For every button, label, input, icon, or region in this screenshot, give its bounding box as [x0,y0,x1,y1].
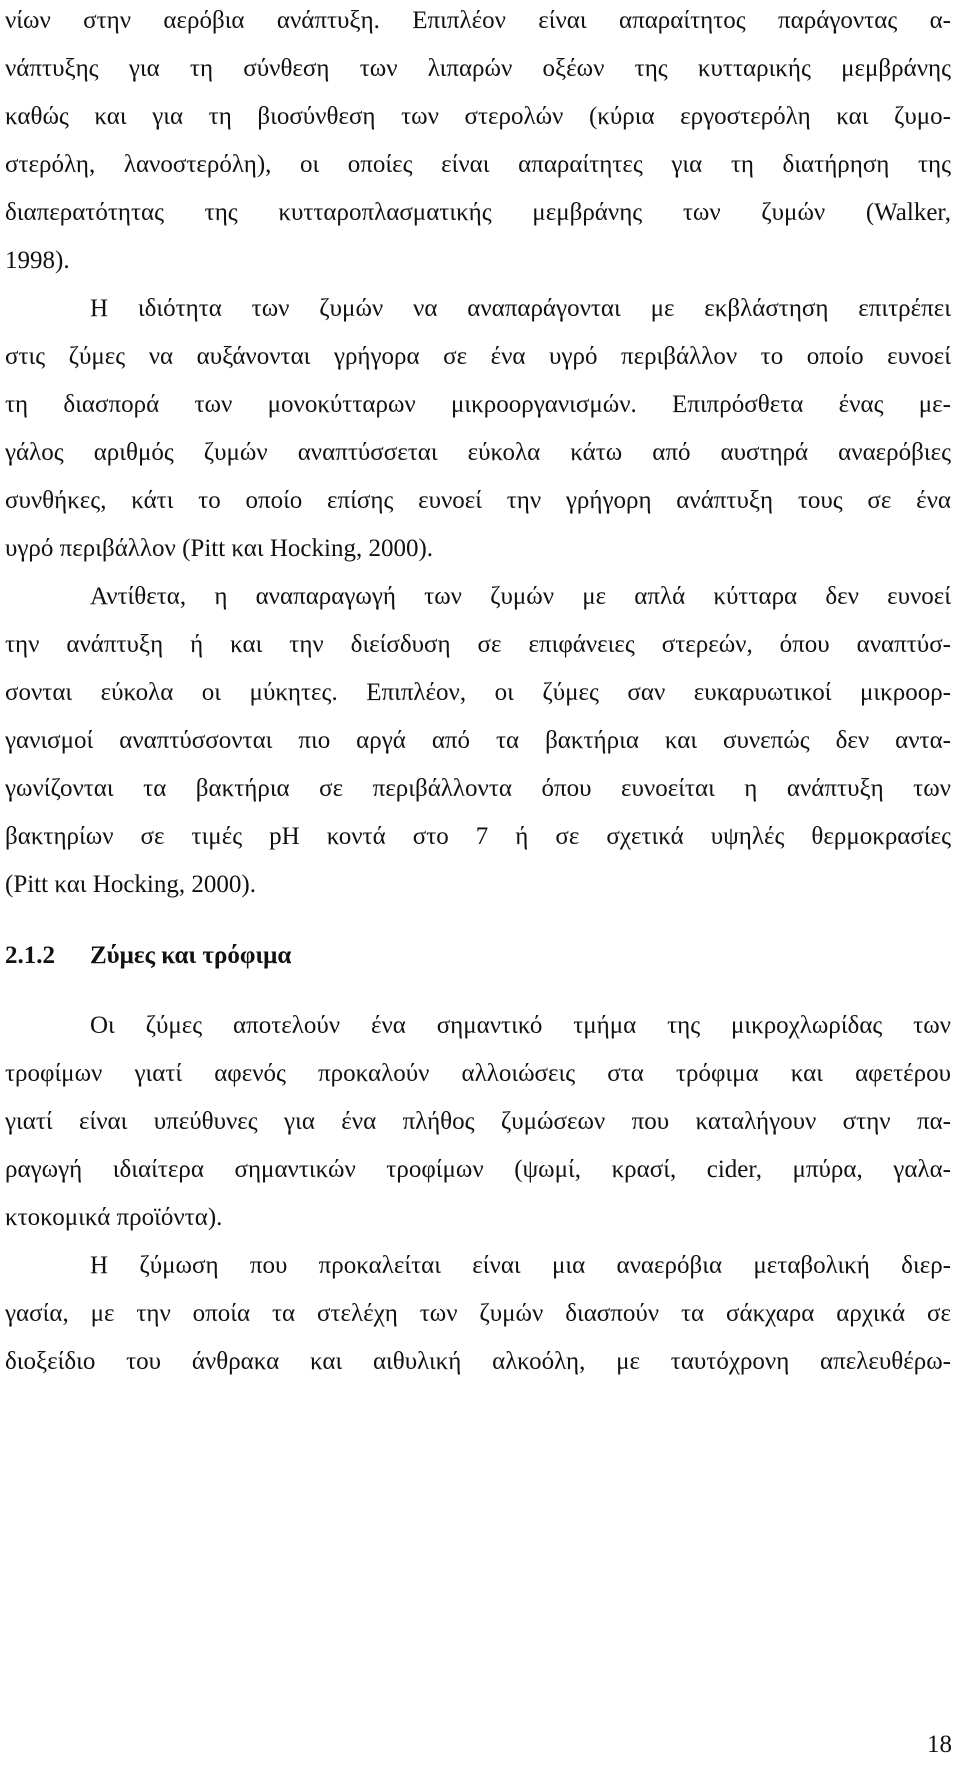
text-line: γάλος αριθμός ζυμών αναπτύσσεται εύκολα κάτω από αυστηρά αναερόβιες [5,439,951,466]
text-line: καθώς και για τη βιοσύνθεση των στερολών (κύρια εργοστερόλη και ζυμο- [5,103,951,130]
section-number: 2.1.2 [5,942,55,969]
text-line: νίων στην αερόβια ανάπτυξη. Επιπλέον είναι απαραίτητος παράγοντας α- [5,7,951,34]
text-line: Η ζύμωση που προκαλείται είναι μια αναερόβια μεταβολική διερ- [90,1252,951,1279]
text-line: γασία, με την οποία τα στελέχη των ζυμών διασπούν τα σάκχαρα αρχικά σε [5,1300,951,1327]
text-line: Οι ζύμες αποτελούν ένα σημαντικό τμήμα της μικροχλωρίδας των [90,1012,951,1039]
text-line: την ανάπτυξη ή και την διείσδυση σε επιφάνειες στερεών, όπου αναπτύσ- [5,631,951,658]
text-line: Η ιδιότητα των ζυμών να αναπαράγονται με εκβλάστηση επιτρέπει [90,295,951,322]
text-line: τροφίμων γιατί αφενός προκαλούν αλλοιώσεις στα τρόφιμα και αφετέρου [5,1060,951,1087]
text-line: υγρό περιβάλλον (Pitt και Hocking, 2000). [5,535,434,562]
text-line: γανισμοί αναπτύσσονται πιο αργά από τα βακτήρια και συνεπώς δεν αντα- [5,727,951,754]
text-line: νάπτυξης για τη σύνθεση των λιπαρών οξέων της κυτταρικής μεμβράνης [5,55,951,82]
text-line: Αντίθετα, η αναπαραγωγή των ζυμών με απλά κύτταρα δεν ευνοεί [90,583,951,610]
text-line: γιατί είναι υπεύθυνες για ένα πλήθος ζυμώσεων που καταλήγουν στην πα- [5,1108,951,1135]
text-line: συνθήκες, κάτι το οποίο επίσης ευνοεί την γρήγορη ανάπτυξη τους σε ένα [5,487,951,514]
text-line: κτοκομικά προϊόντα). [5,1204,223,1231]
section-heading [5,941,291,971]
text-line: βακτηρίων σε τιμές pH κοντά στο 7 ή σε σχετικά υψηλές θερμοκρασίες [5,823,951,850]
text-line: (Pitt και Hocking, 2000). [5,871,256,898]
section-title: Ζύμες και τρόφιμα [90,942,292,969]
text-line: διοξείδιο του άνθρακα και αιθυλική αλκοόλη, με ταυτόχρονη απελευθέρω- [5,1348,951,1375]
text-line: τη διασπορά των μονοκύτταρων μικροοργανισμών. Επιπρόσθετα ένας με- [5,391,951,418]
text-line: γωνίζονται τα βακτήρια σε περιβάλλοντα όπου ευνοείται η ανάπτυξη των [5,775,951,802]
page-number: 18 [927,1731,952,1758]
text-line: 1998). [5,247,70,274]
text-line: στις ζύμες να αυξάνονται γρήγορα σε ένα υγρό περιβάλλον το οποίο ευνοεί [5,343,951,370]
text-line: διαπερατότητας της κυτταροπλασματικής μεμβράνης των ζυμών (Walker, [5,199,951,226]
text-line: στερόλη, λανοστερόλη), οι οποίες είναι απαραίτητες για τη διατήρηση της [5,151,951,178]
text-line: ραγωγή ιδιαίτερα σημαντικών τροφίμων (ψωμί, κρασί, cider, μπύρα, γαλα- [5,1156,951,1183]
text-line: σονται εύκολα οι μύκητες. Επιπλέον, οι ζύμες σαν ευκαρυωτικοί μικροορ- [5,679,951,706]
